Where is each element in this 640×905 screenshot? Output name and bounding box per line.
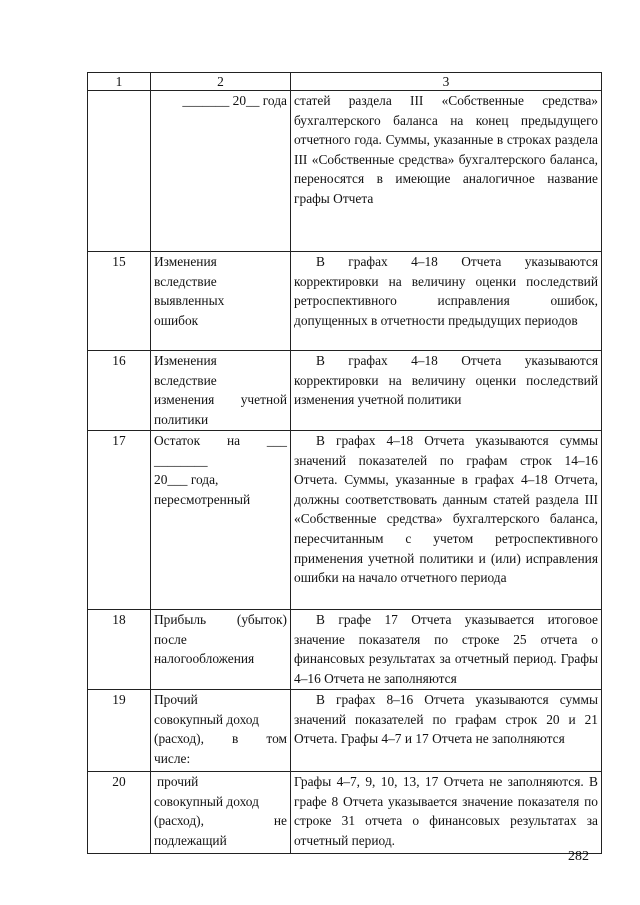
row-name: [151, 431, 291, 610]
row-description: [291, 610, 602, 690]
row-name-line: Прочий: [154, 692, 198, 707]
row-description: [291, 351, 602, 431]
column-header-1: 1: [88, 73, 151, 91]
row-name: [151, 91, 291, 252]
row-description: Графы 4–7, 9, 10, 13, 17 Отчета не заполняются. В графе 8 Отчета указывается значение показателя по строке 31 отчета о финансовых результатах за отчетный период.: [291, 772, 602, 854]
row-name-line: Прибыль (убыток): [154, 612, 287, 627]
row-name-line: совокупный доход: [154, 711, 259, 727]
row-name-line: Изменения: [154, 353, 217, 368]
row-name: [151, 772, 291, 854]
row-description: [291, 252, 602, 351]
row-name: [151, 252, 291, 351]
row-name-line: (расход), в том: [154, 731, 287, 747]
row-name-line: вследствие: [154, 273, 217, 289]
page-number: 282: [568, 849, 589, 864]
row-name-line: выявленных: [154, 293, 225, 309]
row-name-line: после: [154, 631, 187, 647]
row-name-line: налогообложения: [154, 651, 255, 667]
table-row-continuation: [88, 91, 602, 252]
row-number: 16: [88, 351, 151, 431]
row-name-line: политики: [154, 411, 209, 427]
row-name-line: прочий: [157, 774, 199, 789]
row-description-text: В графах 4–18 Отчета указываются корректировки на величину оценки последствий ретроспективного исправления ошибок, допущенных в отчетности предыдущих периодов: [294, 254, 598, 328]
row-description: статей раздела III «Собственные средства» бухгалтерского баланса на конец предыдущего отчетного года. Суммы, указанные в строках раздела III «Собственные средства» бухгалтерского баланса, переносятся в имеющие аналогичное название графы Отчета: [291, 91, 602, 252]
row-name-line: _______ 20__ года: [182, 93, 287, 108]
row-name-line: Остаток на ___: [154, 433, 287, 448]
row-name-line: Изменения: [154, 254, 217, 269]
table-row-18: [88, 610, 602, 690]
column-header-3: 3: [291, 73, 602, 91]
row-number: 17: [88, 431, 151, 610]
row-number: 19: [88, 690, 151, 772]
row-description: [291, 690, 602, 772]
row-name-line: вследствие: [154, 372, 217, 388]
row-number: 15: [88, 252, 151, 351]
row-description: [291, 431, 602, 610]
row-number: 18: [88, 610, 151, 690]
row-name-line: пересмотренный: [154, 491, 251, 507]
table-row-20: [88, 772, 602, 854]
row-description-text: В графе 17 Отчета указывается итоговое значение показателя по строке 25 отчета о финансовых результатах за отчетный период. Графы 4–16 Отчета не заполняются: [294, 612, 598, 686]
table-row-17: [88, 431, 602, 610]
column-header-2: 2: [151, 73, 291, 91]
table-row-19: [88, 690, 602, 772]
table-row-15: [88, 252, 602, 351]
row-description-text: В графах 8–16 Отчета указываются суммы значений показателей по графам строк 20 и 21 Отчета. Графы 4–7 и 17 Отчета не заполняются: [294, 692, 598, 747]
row-description-text: В графах 4–18 Отчета указываются суммы значений показателей по графам строк 14–16 Отчета. Суммы, указанные в графах 4–18 Отчета, должны соответствовать данным статей раздела III «Собственные средства» бухгалтерского баланса, пересчитанным с учетом ретроспективного применения учетной политики и (или) исправления ошибки на начало отчетного периода: [294, 433, 598, 586]
row-number: 20: [88, 772, 151, 854]
row-name-line: ошибок: [154, 312, 199, 328]
row-number: [88, 91, 151, 252]
instructions-table: [87, 72, 602, 854]
table-row-16: [88, 351, 602, 431]
row-name-line: изменения учетной: [154, 392, 287, 408]
row-name: [151, 690, 291, 772]
row-name-line: 20___ года,: [154, 472, 219, 488]
row-name-line: совокупный доход: [154, 793, 259, 809]
row-name-line: ________: [154, 452, 208, 468]
row-name-line: подлежащий: [154, 832, 227, 848]
row-description-text: В графах 4–18 Отчета указываются корректировки на величину оценки последствий изменения учетной политики: [294, 353, 598, 408]
row-name-line: числе:: [154, 750, 191, 766]
table-header-row: [88, 73, 602, 91]
row-name: [151, 610, 291, 690]
row-name-line: (расход), не: [154, 813, 287, 829]
row-name: [151, 351, 291, 431]
